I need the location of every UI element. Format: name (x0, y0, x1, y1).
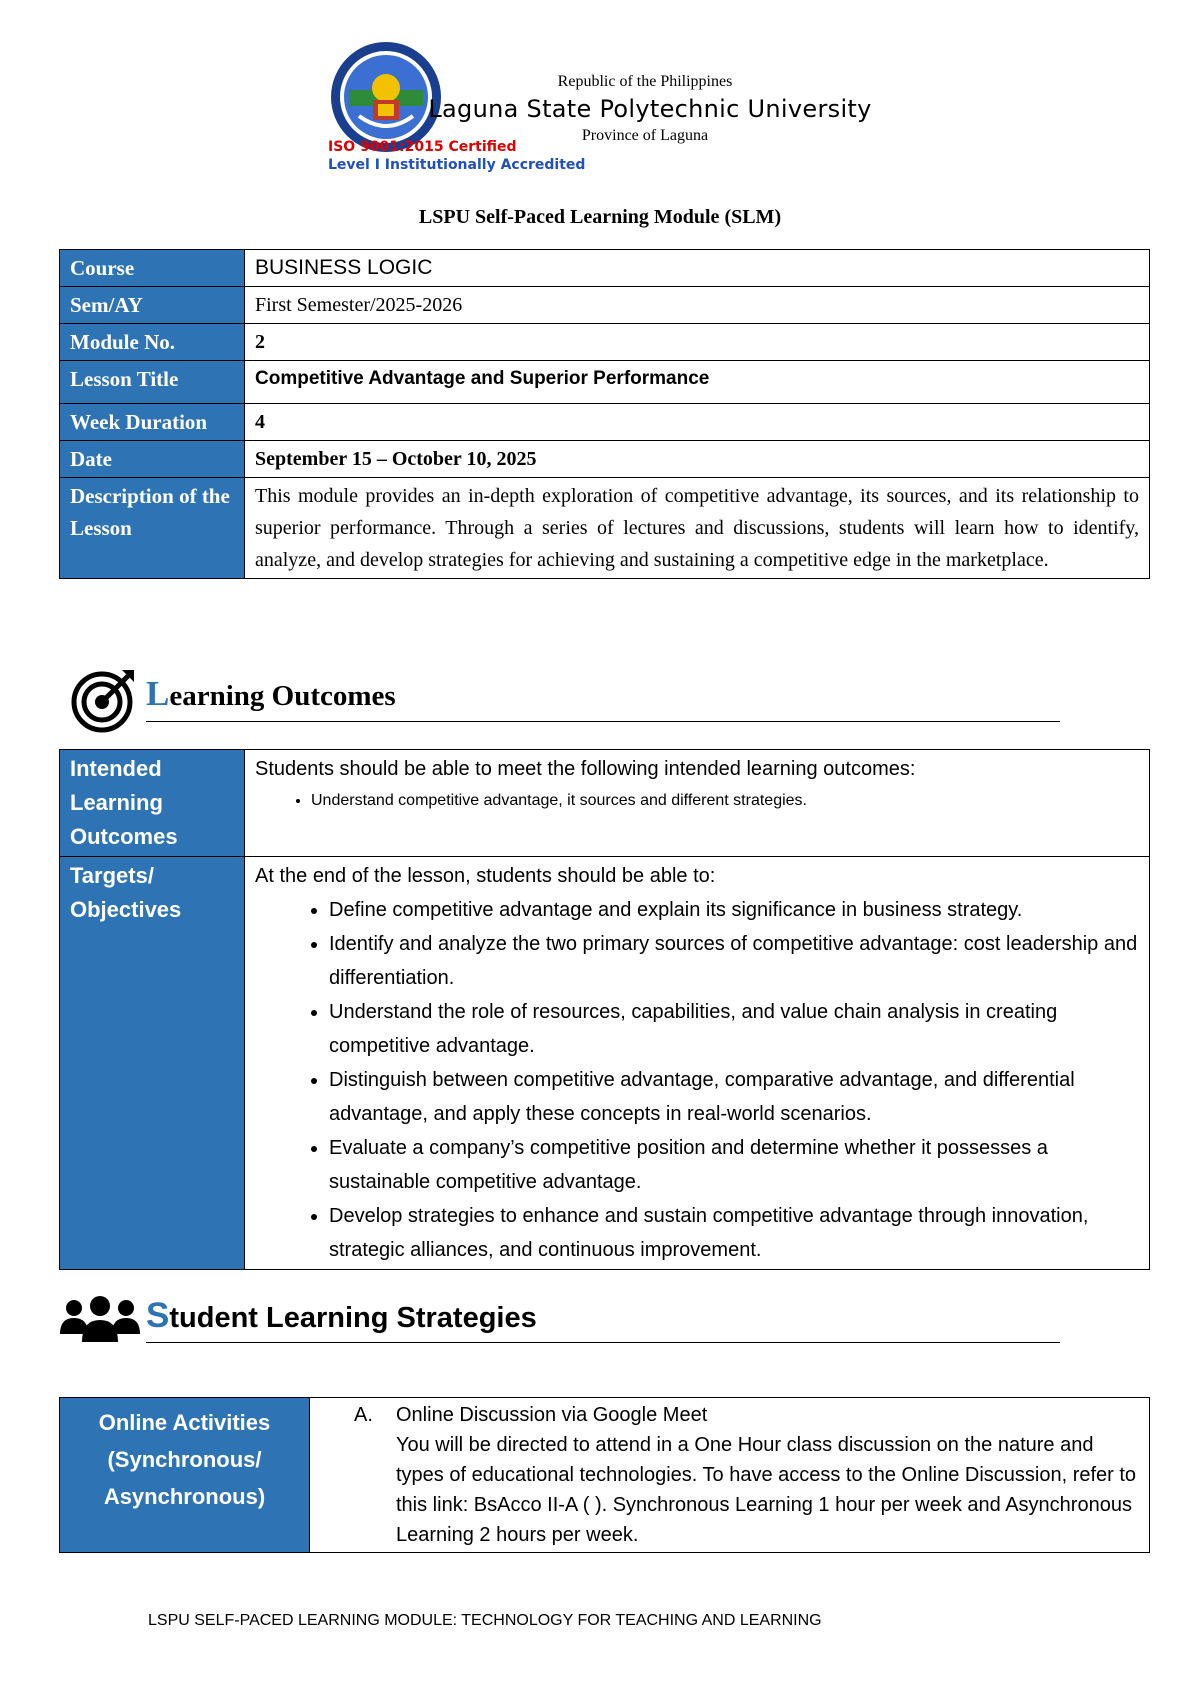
targets-content (245, 857, 1150, 1270)
group-icon (60, 1294, 140, 1344)
province-heading: Province of Laguna (581, 127, 709, 144)
ilo-intro: Students should be able to meet the following intended learning outcomes: (255, 758, 916, 780)
week-duration-label: Week Duration (60, 404, 245, 441)
lesson-title-label: Lesson Title (60, 361, 245, 404)
course-info-table (59, 249, 1150, 579)
activity-body: You will be directed to attend in a One Hour class discussion on the nature and types of educational technologies. To have access to the Online Discussion, refer to this link: BsAcco II-A ( ). Synchronous Learning 1 hour per week and Asynchronous Learning 2 hours per week. (396, 1434, 1137, 1546)
university-name: Laguna State Polytechnic University (428, 95, 872, 123)
heading-initial: L (146, 674, 170, 713)
heading-rest: tudent Learning Strategies (169, 1302, 537, 1334)
lesson-title-value: Competitive Advantage and Superior Performance (245, 361, 1150, 404)
learning-outcomes-table (59, 749, 1150, 1270)
list-item: • Understand the role of resources, capabilities, and value chain analysis in creating competitive advantage. (329, 995, 1139, 1063)
list-item: • Develop strategies to enhance and sustain competitive advantage through innovation, strategic alliances, and continuous improvement. (329, 1199, 1139, 1267)
sem-value: First Semester/2025-2026 (245, 287, 1150, 324)
week-duration-value: 4 (245, 404, 1150, 441)
learning-outcomes-heading (146, 674, 396, 714)
course-value: BUSINESS LOGIC (245, 250, 1150, 287)
date-row (60, 441, 1150, 478)
course-row (60, 250, 1150, 287)
list-item: • Define competitive advantage and explain its significance in business strategy. (329, 893, 1139, 927)
online-activities-label: Online Activities (Synchronous/ Asynchronous) (60, 1398, 310, 1553)
heading-rest: earning Outcomes (169, 680, 396, 712)
online-activities-content (310, 1398, 1150, 1553)
ilo-list (255, 786, 1139, 816)
list-item: • Distinguish between competitive advantage, comparative advantage, and differential advantage, and apply these concepts in real-world scenarios. (329, 1063, 1139, 1131)
targets-label: Targets/ Objectives (60, 857, 245, 1270)
date-value: September 15 – October 10, 2025 (245, 441, 1150, 478)
targets-list (255, 893, 1139, 1267)
ilo-row (60, 750, 1150, 857)
targets-row (60, 857, 1150, 1270)
heading-initial: S (146, 1296, 170, 1335)
lesson-row (60, 361, 1150, 404)
course-label: Course (60, 250, 245, 287)
module-value: 2 (245, 324, 1150, 361)
sem-label: Sem/AY (60, 287, 245, 324)
heading-underline (146, 721, 1060, 722)
strategies-heading (146, 1296, 537, 1336)
list-item: • Understand competitive advantage, it sources and different strategies. (311, 786, 1139, 816)
accreditation-level: Level I Institutionally Accredited (328, 157, 586, 173)
republic-heading: Republic of the Philippines (557, 73, 733, 90)
ilo-content (245, 750, 1150, 857)
online-activities-row (60, 1398, 1150, 1553)
description-row (60, 478, 1150, 579)
description-value: This module provides an in-depth exploration of competitive advantage, its sources, and its relationship to superior performance. Through a series of lectures and discussions, students will learn how to identify, analyze, and develop strategies for achieving and sustaining a competitive edge in the marketplace. (245, 478, 1150, 579)
list-item: • Identify and analyze the two primary sources of competitive advantage: cost leadership and differentiation. (329, 927, 1139, 995)
target-icon (70, 666, 138, 734)
date-label: Date (60, 441, 245, 478)
targets-intro: At the end of the lesson, students should be able to: (255, 865, 716, 887)
sem-row (60, 287, 1150, 324)
module-title: LSPU Self-Paced Learning Module (SLM) (418, 206, 782, 228)
module-row (60, 324, 1150, 361)
ilo-label: Intended Learning Outcomes (60, 750, 245, 857)
iso-certification: ISO 9001:2015 Certified (328, 139, 517, 155)
strategies-table (59, 1397, 1150, 1553)
page-footer: LSPU SELF-PACED LEARNING MODULE: TECHNOLOGY FOR TEACHING AND LEARNING (148, 1612, 822, 1629)
heading-underline (146, 1342, 1060, 1343)
activity-item (354, 1400, 1139, 1550)
module-label: Module No. (60, 324, 245, 361)
week-row (60, 404, 1150, 441)
list-item: • Evaluate a company’s competitive position and determine whether it possesses a sustainable competitive advantage. (329, 1131, 1139, 1199)
activity-title: Online Discussion via Google Meet (396, 1404, 708, 1426)
description-label: Description of the Lesson (60, 478, 245, 579)
activity-letter: A. (354, 1404, 373, 1426)
